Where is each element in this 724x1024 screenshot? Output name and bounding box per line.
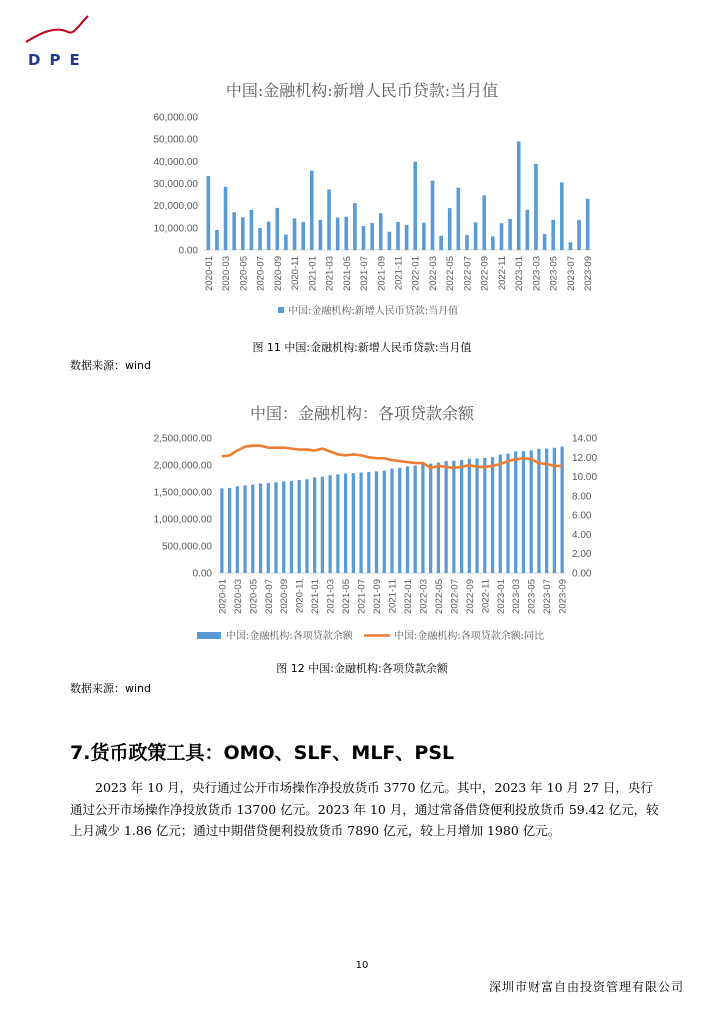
chart1-x-tick-label: 2021-05	[341, 256, 353, 291]
chart2-bar	[298, 480, 301, 573]
chart2-x-tick-label: 2023-07	[542, 579, 554, 614]
chart2-plot	[0, 425, 724, 655]
chart2-y-tick-label: 1,500,000.00	[153, 487, 212, 499]
chart1-bar	[336, 217, 340, 250]
chart2-x-tick-label: 2020-09	[279, 579, 291, 614]
chart1-bar	[474, 222, 478, 250]
chart2-y2-tick-label: 12.00	[572, 452, 598, 464]
chart2-bar	[352, 473, 355, 573]
chart1-bar	[344, 217, 348, 250]
chart2-y2-tick-label: 2.00	[572, 549, 592, 561]
chart1-bar	[491, 236, 495, 250]
chart2-bar	[329, 475, 332, 573]
chart1-bar	[284, 235, 288, 250]
chart1-bar	[353, 203, 357, 250]
chart1-bar	[526, 210, 530, 250]
chart2-x-tick-label: 2021-05	[341, 579, 353, 614]
chart2-bar	[251, 485, 254, 573]
chart1-x-tick-label: 2020-11	[290, 256, 302, 291]
chart2-bar	[383, 471, 386, 573]
chart2-bar	[499, 454, 502, 573]
chart1-bar	[327, 189, 331, 250]
chart2-bar	[375, 471, 378, 573]
chart1-y-tick-label: 60,000.00	[153, 112, 198, 124]
chart1-x-tick-label: 2020-09	[272, 256, 284, 291]
chart2-bar	[491, 457, 494, 573]
chart2-bar	[390, 469, 393, 573]
chart2-x-tick-label: 2020-11	[294, 579, 306, 614]
chart1-bar	[560, 182, 564, 250]
chart2-x-tick-label: 2021-01	[310, 579, 322, 614]
chart2-x-tick-label: 2023-03	[511, 579, 523, 614]
chart2-bar	[359, 473, 362, 573]
chart2-bar	[522, 451, 525, 573]
chart1-bar	[388, 232, 392, 250]
chart2-x-tick-label: 2020-01	[217, 579, 229, 614]
chart2-bar	[220, 488, 223, 573]
chart2-y-tick-label: 2,000,000.00	[153, 460, 212, 472]
chart1-x-tick-label: 2023-07	[565, 256, 577, 291]
chart2-y-tick-label: 1,000,000.00	[153, 514, 212, 526]
chart2-bar	[274, 482, 277, 573]
chart2-y2-tick-label: 14.00	[572, 433, 598, 445]
chart1-caption: 图 11 中国:金融机构:新增人民币贷款:当月值	[252, 341, 472, 354]
chart2-bar	[305, 479, 308, 573]
chart1-x-tick-label: 2021-11	[393, 256, 405, 291]
chart1-source: 数据来源：wind	[70, 359, 152, 372]
chart1-bar	[258, 228, 262, 250]
chart2-caption: 图 12 中国:金融机构:各项贷款余额	[276, 662, 448, 675]
chart1-bar	[207, 176, 211, 250]
chart2-x-tick-label: 2020-05	[248, 579, 260, 614]
chart1-x-tick-label: 2023-09	[583, 256, 595, 291]
chart1-x-tick-label: 2022-01	[410, 256, 422, 291]
page-number: 10	[355, 960, 369, 971]
chart1-bar	[422, 223, 426, 250]
chart1-x-tick-label: 2022-05	[445, 256, 457, 291]
chart2-bar	[468, 459, 471, 573]
chart1-bar	[396, 222, 400, 250]
chart2-y-tick-label: 500,000.00	[161, 541, 212, 553]
chart1-bar	[413, 162, 417, 250]
chart2-bar	[344, 474, 347, 573]
chart2-x-tick-label: 2022-03	[418, 579, 430, 614]
chart2-x-tick-label: 2020-07	[263, 579, 275, 614]
chart2-bar	[514, 451, 517, 573]
chart1-y-tick-label: 10,000.00	[153, 223, 198, 235]
chart2-bar	[445, 461, 448, 573]
chart1-bar	[232, 212, 236, 250]
chart2-legend-label-line: 中国:金融机构:各项贷款余额:同比	[394, 631, 545, 642]
chart2-x-tick-label: 2021-11	[387, 579, 399, 614]
chart1-bar	[448, 208, 452, 250]
chart1-legend-label: 中国:金融机构:新增人民币贷款:当月值	[288, 306, 459, 317]
chart2-y2-tick-label: 0.00	[572, 568, 592, 580]
chart2-bar	[530, 450, 533, 573]
chart1-x-tick-label: 2023-05	[548, 256, 560, 291]
chart1-bar	[215, 230, 219, 250]
chart1-bar	[293, 218, 297, 250]
chart1-x-tick-label: 2022-09	[479, 256, 491, 291]
chart2-x-tick-label: 2021-09	[372, 579, 384, 614]
chart1-y-tick-label: 0.00	[178, 245, 198, 257]
chart2-x-tick-label: 2021-07	[356, 579, 368, 614]
chart2-bar	[414, 466, 417, 573]
chart1-y-tick-label: 20,000.00	[153, 201, 198, 213]
chart1-bar	[586, 199, 590, 250]
section-paragraph-text: 2023 年 10 月，央行通过公开市场操作净投放货币 3770 亿元。其中，2023 年 10 月 27 日，央行通过公开市场操作净投放货币 13700 亿元。2023 年 10 月，通过常备借贷便利投放货币 59.42 亿元，较上月减少 1.86 亿元；通过中期借贷便利投放货币 7890 亿元，较上月增加 1980 亿元。	[70, 780, 659, 838]
chart1-title: 中国:金融机构:新增人民币贷款:当月值	[225, 81, 499, 100]
chart1-x-tick-label: 2020-07	[255, 256, 267, 291]
chart2-x-tick-label: 2022-11	[480, 579, 492, 614]
chart1-bar	[431, 181, 435, 250]
chart1-bar	[517, 141, 521, 250]
chart2-y-tick-label: 2,500,000.00	[153, 433, 212, 445]
chart1-y-tick-label: 30,000.00	[153, 179, 198, 190]
chart1-bar	[543, 234, 547, 250]
chart2-title: 中国：金融机构：各项贷款余额	[249, 404, 474, 423]
chart2-bar	[406, 466, 409, 573]
chart2-bar	[267, 483, 270, 573]
chart1-x-tick-label: 2020-03	[221, 255, 233, 291]
chart2-x-tick-label: 2022-05	[433, 579, 445, 614]
chart1-x-tick-label: 2022-03	[427, 256, 439, 291]
chart2-bar	[437, 463, 440, 573]
chart2-x-tick-label: 2020-03	[232, 579, 244, 614]
chart1-bar	[551, 220, 555, 250]
chart1-bar	[267, 222, 271, 250]
chart2-y2-tick-label: 10.00	[572, 472, 598, 484]
chart1-x-tick-label: 2023-03	[531, 256, 543, 291]
chart1-bar	[569, 242, 573, 250]
chart2-bar	[243, 485, 246, 573]
chart2-bar	[290, 481, 293, 573]
chart2-bar	[545, 449, 548, 573]
chart1-bar	[319, 220, 323, 250]
chart1-bar	[482, 195, 486, 250]
chart1-bar	[362, 226, 366, 250]
chart2-legend-label-bar: 中国:金融机构:各项贷款余额	[226, 631, 353, 642]
chart2-bar	[537, 449, 540, 573]
chart1-bar	[370, 223, 374, 250]
chart2-x-tick-label: 2022-09	[464, 579, 476, 614]
chart1-x-tick-label: 2021-09	[376, 256, 388, 291]
chart2-bar	[429, 464, 432, 573]
chart1-bar	[310, 171, 314, 250]
chart1-x-tick-label: 2023-01	[514, 256, 526, 291]
chart1-x-tick-label: 2021-01	[307, 256, 319, 291]
chart1-bar	[241, 217, 245, 250]
footer-company: 深圳市财富自由投资管理有限公司	[488, 980, 684, 994]
chart2-y2-tick-label: 8.00	[572, 491, 592, 503]
chart1-bar	[439, 236, 443, 250]
chart1-bar	[457, 188, 461, 250]
chart1-bar	[379, 213, 383, 250]
chart1-bar	[301, 222, 305, 250]
chart1-bar	[465, 235, 469, 250]
chart1-plot	[0, 100, 724, 335]
chart2-x-tick-label: 2023-05	[526, 579, 538, 614]
chart2-bar	[421, 464, 424, 573]
chart1-bar	[508, 219, 512, 250]
chart2-y2-tick-label: 4.00	[572, 529, 592, 541]
chart2-bar	[282, 481, 285, 573]
chart1-x-tick-label: 2021-03	[324, 256, 336, 291]
chart1-x-tick-label: 2022-11	[496, 256, 508, 291]
chart2-source: 数据来源：wind	[70, 682, 152, 695]
chart2-bar	[367, 472, 370, 573]
chart2-bar	[336, 474, 339, 573]
chart2-x-tick-label: 2023-01	[495, 579, 507, 614]
chart2-bar	[460, 460, 463, 573]
chart2-bar	[313, 477, 316, 573]
chart1-x-tick-label: 2020-05	[238, 255, 250, 291]
chart2-legend-swatch-bar	[197, 632, 221, 639]
chart1-bar	[500, 223, 504, 250]
chart2-y-tick-label: 0.00	[192, 568, 212, 580]
section-paragraph	[70, 777, 660, 842]
chart2-bar	[228, 488, 231, 573]
chart1-bar	[577, 220, 581, 250]
section-title: 7.货币政策工具：OMO、SLF、MLF、PSL	[70, 742, 455, 764]
chart2-bar	[398, 468, 401, 573]
chart2-bar	[506, 454, 509, 573]
chart2-bar	[483, 458, 486, 573]
chart2-x-tick-label: 2021-03	[325, 579, 337, 614]
chart1-x-tick-label: 2021-07	[359, 256, 371, 291]
chart2-x-tick-label: 2023-09	[557, 579, 569, 614]
chart1-x-tick-label: 2020-01	[203, 256, 215, 291]
chart2-bar	[321, 477, 324, 573]
chart2-bar	[452, 461, 455, 573]
logo-text: DPE	[28, 51, 89, 69]
chart1-bar	[405, 225, 409, 250]
chart2-x-tick-label: 2022-01	[402, 579, 414, 614]
chart2-bar	[475, 459, 478, 573]
chart2-bar	[259, 484, 262, 573]
chart2-x-tick-label: 2022-07	[449, 579, 461, 614]
chart1-bar	[534, 164, 538, 250]
chart2-bar	[236, 486, 239, 573]
chart1-legend-swatch	[278, 307, 284, 313]
chart2-y2-tick-label: 6.00	[572, 510, 592, 522]
chart1-x-tick-label: 2022-07	[462, 256, 474, 291]
chart1-bar	[275, 208, 279, 250]
chart2-yoy-line	[222, 446, 562, 468]
chart1-y-tick-label: 40,000.00	[153, 156, 198, 168]
chart1-bar	[250, 210, 254, 250]
chart1-y-tick-label: 50,000.00	[153, 134, 198, 146]
chart1-bar	[224, 187, 228, 250]
